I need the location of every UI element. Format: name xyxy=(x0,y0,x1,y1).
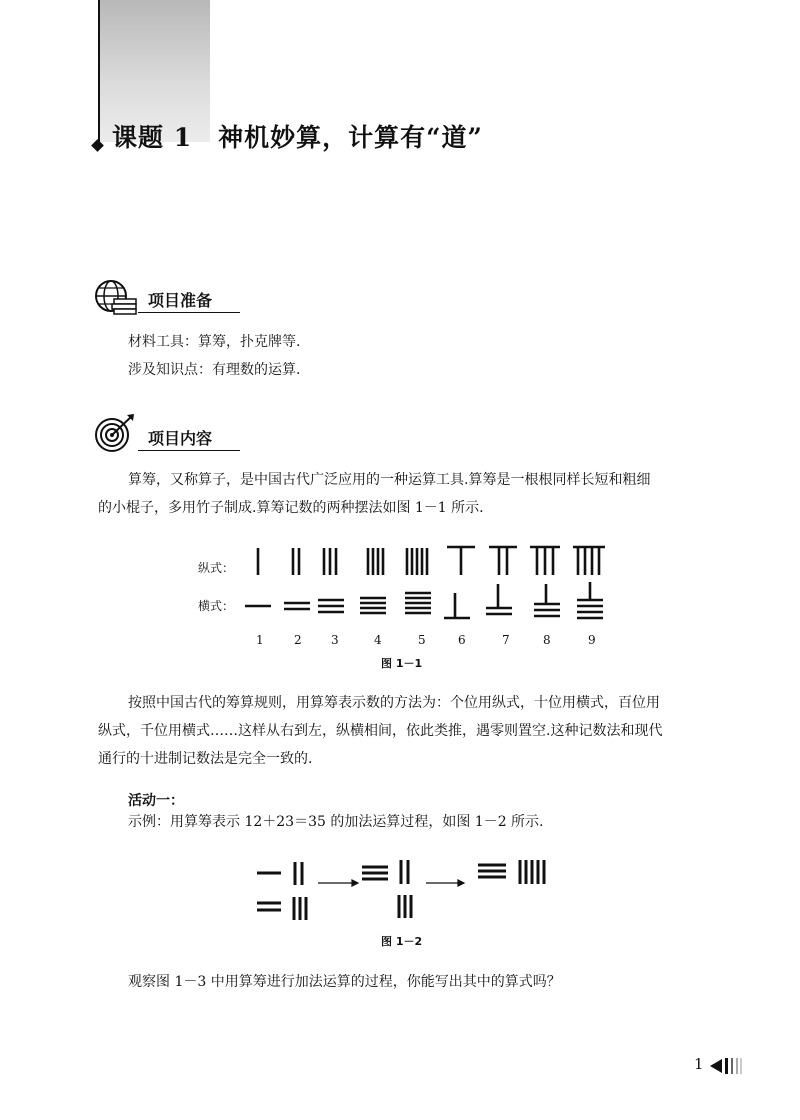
page-marker-icon xyxy=(708,1056,744,1076)
fig1-number-9: 9 xyxy=(588,633,596,647)
content-para1-line1: 算筹，又称算子，是中国古代广泛应用的一种运算工具.算筹是一根根同样长短和粗细 xyxy=(128,472,651,488)
fig1-number-3: 3 xyxy=(331,633,339,647)
fig1-caption: 图 1－1 xyxy=(381,657,423,670)
fig1-vertical-label: 纵式： xyxy=(198,561,235,575)
fig1-number-4: 4 xyxy=(374,633,382,647)
fig1-horizontal-label: 横式： xyxy=(198,599,235,613)
fig1-number-5: 5 xyxy=(418,633,426,647)
arrow-icon xyxy=(318,880,358,886)
arrow-icon xyxy=(426,880,464,886)
content-para2-line2: 纵式，千位用横式……这样从右到左，纵横相间，依此类推，遇零则置空.这种记数法和现代 xyxy=(98,723,663,739)
content-para2-line3: 通行的十进制记数法是完全一致的. xyxy=(98,751,313,767)
stage2-unit-bottom xyxy=(399,895,411,918)
activity-example: 示例：用算筹表示 12＋23＝35 的加法运算过程，如图 1－2 所示. xyxy=(128,814,544,830)
fig1-number-6: 6 xyxy=(458,633,466,647)
prep-line-knowledge: 涉及知识点：有理数的运算. xyxy=(128,362,301,378)
content-heading: 项目内容 xyxy=(148,429,213,448)
stage2-ten xyxy=(362,867,388,879)
fig1-number-7: 7 xyxy=(502,633,510,647)
prep-heading: 项目准备 xyxy=(148,291,213,310)
stage1-row2-unit xyxy=(294,897,306,920)
fig2-caption: 图 1－2 xyxy=(381,935,423,948)
fig1-number-1: 1 xyxy=(256,633,264,647)
stage1-row2-ten xyxy=(257,903,281,910)
fig1-number-2: 2 xyxy=(294,633,302,647)
activity-heading: 活动一： xyxy=(128,793,184,809)
page-title: 课题 1 神机妙算，计算有“道” xyxy=(112,123,483,152)
stage1-row1-unit xyxy=(295,862,302,885)
content-para2-line1: 按照中国古代的筹算规则，用算筹表示数的方法为：个位用纵式，十位用横式，百位用 xyxy=(128,695,660,711)
page-number: 1 xyxy=(694,1055,704,1073)
content-para1-line2: 的小棍子，多用竹子制成.算筹记数的两种摆法如图 1－1 所示. xyxy=(98,500,484,516)
fig1-number-8: 8 xyxy=(543,633,551,647)
stage3-ten xyxy=(478,865,506,877)
stage3-unit xyxy=(520,860,544,884)
prep-line-materials: 材料工具：算筹，扑克牌等. xyxy=(128,334,301,350)
stage2-unit-top xyxy=(401,860,408,884)
activity-question: 观察图 1－3 中用算筹进行加法运算的过程，你能写出其中的算式吗？ xyxy=(128,974,561,990)
